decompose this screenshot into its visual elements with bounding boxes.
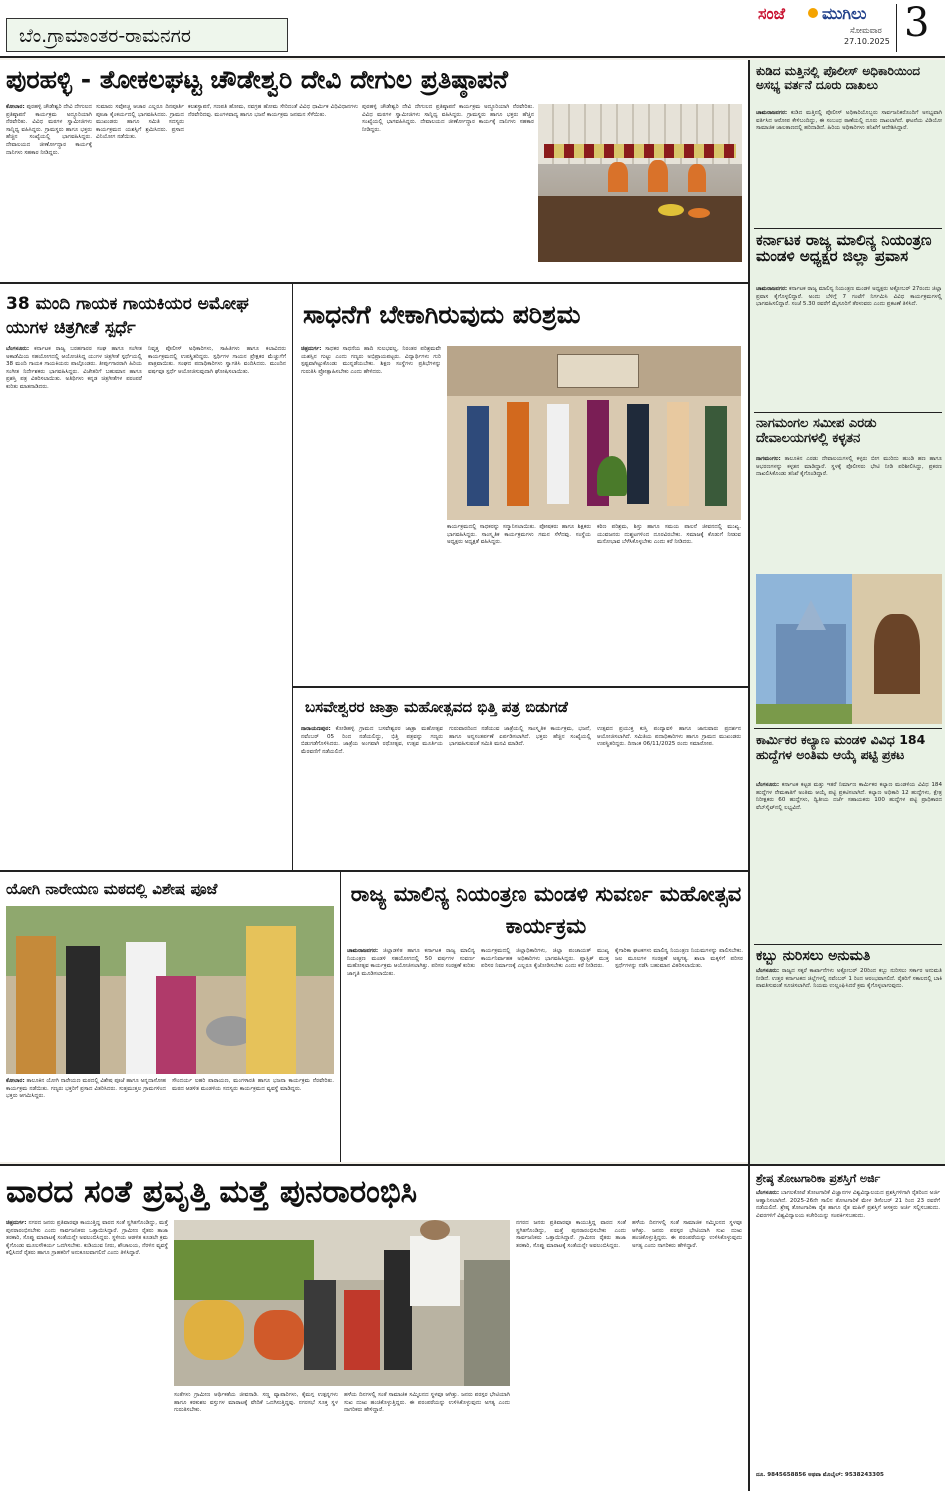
headline: ರಾಜ್ಯ ಮಾಲಿನ್ಯ ನಿಯಂತ್ರಣ ಮಂಡಳಿ ಸುವರ್ಣ ಮಹೋತ್ಸವ ಕಾರ್ಯಕ್ರಮ <box>350 882 742 938</box>
body-text: ಬಾಗಲಕೋಟೆ ತೋಟಗಾರಿಕೆ ವಿಜ್ಞಾನಗಳ ವಿಶ್ವವಿದ್ಯಾಲಯದ ಪ್ರಶಸ್ತಿಗಳಿಗಾಗಿ ರೈತರಿಂದ ಅರ್ಜಿ ಆಹ್ವಾನಿಸಲಾಗಿದೆ. 2025-26ನೇ ಸಾಲಿನ ತೋಟಗಾರಿಕೆ ಮೇಳ ಡಿಸೆಂಬರ್ 21 ರಿಂದ 23 ರವರೆಗೆ ನಡೆಯಲಿದೆ. ಶ್ರೇಷ್ಠ ತೋಟಗಾರಿಕಾ ರೈತ ಹಾಗೂ ರೈತ ಮಹಿಳೆ ಪ್ರಶಸ್ತಿಗೆ ಆಸಕ್ತರು ಅರ್ಜಿ ಸಲ್ಲಿಸಬಹುದು. ವಿವರಗಳಿಗೆ ವಿಶ್ವವಿದ್ಯಾಲಯ ಕಚೇರಿಯನ್ನು ಸಂಪರ್ಕಿಸಬಹುದು. <box>756 1190 940 1219</box>
body-text: ಪುರಹಳ್ಳಿ ಚೌಡೇಶ್ವರಿ ದೇವಿ ದೇಗುಲದ ಪ್ರತಿಷ್ಠಾಪನೆ ಕಾರ್ಯಕ್ರಮ ಅದ್ಧೂರಿಯಾಗಿ ನೆರವೇರಿತು. ವಿವಿಧ ಮಠಗಳ ಸ್ವಾಮೀಜಿಗಳು ಸಾನ್ನಿಧ್ಯ ವಹಿಸಿದ್ದರು. ಗ್ರಾಮಸ್ಥರು ಹಾಗೂ ಭಕ್ತರು ಹೆಚ್ಚಿನ ಸಂಖ್ಯೆಯಲ್ಲಿ ಭಾಗವಹಿಸಿದ್ದರು. ದೇವಾಲಯದ ಜೀರ್ಣೋದ್ಧಾರ ಕಾರ್ಯಕ್ಕೆ ದಾನಿಗಳು ಸಹಕಾರ ನೀಡಿದ್ದರು. <box>6 104 92 156</box>
paper-name-primary: ಸಂಜೆ <box>758 4 785 23</box>
dateline: ಚಾಮರಾಜನಗರ: <box>756 286 788 292</box>
article-column: ಗುರುವಾರದಿಂದ ನಡೆಯುವ ಜಾತ್ರೆಯಲ್ಲಿ ಸಾಂಸ್ಕೃತಿಕ ಕಾರ್ಯಕ್ರಮ, ಭಜನೆ, ಹಾಗೂ ಅನ್ನಸಂತರ್ಪಣೆ ಏರ್ಪಡಿಸಲಾಗಿದೆ. ಭಕ್ತರು ಹೆಚ್ಚಿನ ಸಂಖ್ಯೆಯಲ್ಲಿ ಭಾಗವಹಿಸುವಂತೆ ಸಮಿತಿ ಮನವಿ ಮಾಡಿದೆ. <box>449 726 591 748</box>
article-column: ಸಂತೆಗಳು ಗ್ರಾಮೀಣ ಆರ್ಥಿಕತೆಯ ಜೀವನಾಡಿ. ಸಣ್ಣ ವ್ಯಾಪಾರಿಗಳು, ಕೈಮಗ್ಗ ಉತ್ಪನ್ನಗಳು ಹಾಗೂ ಕರಕುಶಲ ವಸ್ತುಗಳ ಮಾರಾಟಕ್ಕೆ ವೇದಿಕೆ ಒದಗಿಸುತ್ತಿದ್ದವು. ನಗರಸಭೆ ಸೂಕ್ತ ಸ್ಥಳ ಗುರುತಿಸಬೇಕು. <box>174 1392 338 1414</box>
article-column: ಕಠಿಣ ಪರಿಶ್ರಮ, ಶಿಸ್ತು ಹಾಗೂ ಸಮಯ ಪಾಲನೆ ಜೀವನದಲ್ಲಿ ಮುಖ್ಯ. ಯುವಜನರು ದುಶ್ಚಟಗಳಿಂದ ದೂರವಿರಬೇಕು. ಸಮಾಜಕ್ಕೆ ಕೊಡುಗೆ ನೀಡುವ ಮನೋಭಾವ ಬೆಳೆಸಿಕೊಳ್ಳಬೇಕು ಎಂದು ಕರೆ ನೀಡಿದರು. <box>597 524 741 546</box>
temple-event-photo <box>538 104 742 262</box>
article-column <box>6 104 92 276</box>
sidebar-headline: ಕರ್ನಾಟಕ ರಾಜ್ಯ ಮಾಲಿನ್ಯ ನಿಯಂತ್ರಣ ಮಂಡಳಿ ಅಧ್ಯಕ್ಷರ ಜಿಲ್ಲಾ ಪ್ರವಾಸ <box>756 231 932 265</box>
masthead-divider <box>896 4 897 52</box>
article-column: ಸೌಂದರ್ಯ ಲಹರಿ ಪಾರಾಯಣ, ಮಂಗಳಾರತಿ ಹಾಗೂ ಭಜನಾ ಕಾರ್ಯಕ್ರಮ ನೆರವೇರಿತು. ಮಠದ ಆಡಳಿತ ಮಂಡಳಿಯ ಸದಸ್ಯರು ಕಾರ್ಯಕ್ರಮದ ವ್ಯವಸ್ಥೆ ಮಾಡಿದ್ದರು. <box>172 1078 334 1092</box>
body-text: ಕರ್ನಾಟಕ ಕಟ್ಟಡ ಮತ್ತು ಇತರೆ ನಿರ್ಮಾಣ ಕಾರ್ಮಿಕರ ಕಲ್ಯಾಣ ಮಂಡಳಿಯ ವಿವಿಧ 184 ಹುದ್ದೆಗಳ ನೇಮಕಾತಿಗೆ ಅಂತಿಮ ಆಯ್ಕೆ ಪಟ್ಟಿ ಪ್ರಕಟಿಸಲಾಗಿದೆ. ಕಲ್ಯಾಣ ಅಧಿಕಾರಿ 12 ಹುದ್ದೆಗಳು, ಕ್ಷೇತ್ರ ನಿರೀಕ್ಷಕರು 60 ಹುದ್ದೆಗಳು, ದ್ವಿತೀಯ ದರ್ಜೆ ಸಹಾಯಕರು 100 ಹುದ್ದೆಗಳ ಪಟ್ಟಿ ಪ್ರಾಧಿಕಾರದ ವೆಬ್‌ಸೈಟ್‌ನಲ್ಲಿ ಲಭ್ಯವಿದೆ. <box>756 782 943 811</box>
article-column: ಕಾರ್ಯಕ್ರಮದಲ್ಲಿ ಜಿಲ್ಲಾಧಿಕಾರಿಗಳು, ಜಿಲ್ಲಾ ಪಂಚಾಯತ್ ಮುಖ್ಯ ಕಾರ್ಯನಿರ್ವಾಹಕ ಅಧಿಕಾರಿಗಳು ಭಾಗವಹಿಸಿದ್ದರು. ಪ್ಲಾಸ್ಟಿಕ್ ಮುಕ್ತ ಪರಿಸರ ನಿರ್ಮಾಣಕ್ಕೆ ಎಲ್ಲರೂ ಕೈಜೋಡಿಸಬೇಕು ಎಂದು ಕರೆ ನೀಡಿದರು. <box>481 948 609 970</box>
body-text: ಕರ್ನಾಟಕ ರಾಜ್ಯ ಬರಹಗಾರರ ಸಂಘ ಹಾಗೂ ಸಂಗೀತ ಅಕಾಡೆಮಿಯ ಸಹಯೋಗದಲ್ಲಿ ಆಯೋಜಿಸಿದ್ದ ಯುಗಳ ಚಿತ್ರಗೀತೆ ಸ್ಪರ್ಧೆಯಲ್ಲಿ 38 ಮಂದಿ ಗಾಯಕ ಗಾಯಕಿಯರು ಪಾಲ್ಗೊಂಡರು. ತೀರ್ಪುಗಾರರಾಗಿ ಹಿರಿಯ ಸಂಗೀತ ನಿರ್ದೇಶಕರು ಭಾಗವಹಿಸಿದ್ದರು. ವಿಜೇತರಿಗೆ ಬಹುಮಾನ ಹಾಗೂ ಪ್ರಶಸ್ತಿ ಪತ್ರ ವಿತರಿಸಲಾಯಿತು. ಅತಿಥಿಗಳು ಕನ್ನಡ ಚಿತ್ರಗೀತೆಗಳ ಪರಂಪರೆ ಕುರಿತು ಮಾತನಾಡಿದರು. <box>6 346 142 390</box>
pooja-photo <box>6 906 334 1074</box>
article-column: ಕಲಶಸ್ಥಾಪನೆ, ಗಣಪತಿ ಹೋಮ, ನವಗ್ರಹ ಹೋಮ ಸೇರಿದಂತೆ ವಿವಿಧ ಧಾರ್ಮಿಕ ವಿಧಿವಿಧಾನಗಳು ನೆರವೇರಿದವು. ಮಂಗಳವಾದ್ಯ ಹಾಗೂ ಭಜನೆ ಕಾರ್ಯಕ್ರಮ ಜನಮನ ಸೆಳೆಯಿತು. <box>188 104 358 118</box>
article-special-pooja <box>0 872 340 1162</box>
body-text: ತಾಲೂಕಿನ ಯೋಗಿ ನಾರೇಯಣ ಮಠದಲ್ಲಿ ವಿಶೇಷ ಪೂಜೆ ಹಾಗೂ ಅನ್ನದಾಸೋಹ ಕಾರ್ಯಕ್ರಮ ನಡೆಯಿತು. ಗಣ್ಯರು ಭಕ್ತರಿಗೆ ಪ್ರಸಾದ ವಿತರಿಸಿದರು. ಸುತ್ತಮುತ್ತಲ ಗ್ರಾಮಗಳಿಂದ ಭಕ್ತರು ಆಗಮಿಸಿದ್ದರು. <box>6 1078 166 1100</box>
body-text: ನಗರದ ಜನರು ಪ್ರತಿವಾರವೂ ಕಾಯುತ್ತಿದ್ದ ವಾರದ ಸಂತೆ ಸ್ಥಗಿತಗೊಂಡಿದ್ದು, ಮತ್ತೆ ಪುನರಾರಂಭಿಸಬೇಕು ಎಂದು ಸಾರ್ವಜನಿಕರು ಒತ್ತಾಯಿಸಿದ್ದಾರೆ. ಗ್ರಾಮೀಣ ರೈತರು ತಾಜಾ ತರಕಾರಿ, ಸೊಪ್ಪು ಮಾರಾಟಕ್ಕೆ ಸಂತೆಯನ್ನೇ ಅವಲಂಬಿಸಿದ್ದರು. <box>6 1220 168 1242</box>
divider <box>754 228 942 229</box>
dateline: ಬೆಂಗಳೂರು: <box>756 782 780 788</box>
article-column: ಕಾರ್ಯಕ್ರಮದಲ್ಲಿ ಸಾಧಕರನ್ನು ಸನ್ಮಾನಿಸಲಾಯಿತು. ಪೋಷಕರು ಹಾಗೂ ಶಿಕ್ಷಕರು ಭಾಗವಹಿಸಿದ್ದರು. ಸಾಂಸ್ಕೃತಿಕ ಕಾರ್ಯಕ್ರಮಗಳು ಗಮನ ಸೆಳೆದವು. ಸಂಸ್ಥೆಯ ಅಧ್ಯಕ್ಷರು ಅಧ್ಯಕ್ಷತೆ ವಹಿಸಿದ್ದರು. <box>447 524 591 546</box>
dateline: ಚಿತ್ರದುರ್ಗ: <box>301 346 322 352</box>
sidebar-body <box>756 110 942 222</box>
divider <box>754 944 942 945</box>
article-perseverance <box>293 284 748 686</box>
article-jatra-poster <box>293 688 748 870</box>
article-column <box>347 948 475 1158</box>
sun-logo-icon <box>808 8 818 18</box>
body-text: ಸ್ಥಳೀಯ ಆಡಳಿತ ಕೂಡಲೇ ಕ್ರಮ ಕೈಗೊಂಡು ಮೂಲಸೌಕರ್ಯ ಒದಗಿಸಬೇಕು. ಕುಡಿಯುವ ನೀರು, ಶೌಚಾಲಯ, ನೆರಳಿನ ವ್ಯವಸ್ಥೆ ಕಲ್ಪಿಸಿದರೆ ರೈತರು ಹಾಗೂ ಗ್ರಾಹಕರಿಗೆ ಅನುಕೂಲವಾಗಲಿದೆ ಎಂದು ತಿಳಿಸಿದ್ದಾರೆ. <box>6 1235 169 1257</box>
felicitation-photo <box>447 346 741 520</box>
article-horticulture-award <box>750 1166 945 1491</box>
article-column <box>6 1078 166 1158</box>
dateline: ಚಾಮರಾಜನಗರ: <box>756 110 788 116</box>
temple-photo <box>756 574 942 724</box>
dateline: ಕೋಲಾರ: <box>6 1078 25 1084</box>
issue-date: 27.10.2025 <box>844 37 890 46</box>
article-column <box>6 1220 168 1486</box>
article-column: ಹಳೆಯ ದಿನಗಳಲ್ಲಿ ಸಂತೆ ಸಾಮಾಜಿಕ ಸಮ್ಮಿಲನದ ಸ್ಥಳವೂ ಆಗಿತ್ತು. ಜನರು ಪರಸ್ಪರ ಭೇಟಿಯಾಗಿ ಸುಖ ದುಃಖ ಹಂಚಿಕೊಳ್ಳುತ್ತಿದ್ದರು. ಈ ಪರಂಪರೆಯನ್ನು ಉಳಿಸಿಕೊಳ್ಳುವುದು ಅಗತ್ಯ ಎಂದು ನಾಗರಿಕರು ಹೇಳಿದ್ದಾರೆ. <box>632 1220 742 1249</box>
sidebar-headline: ಕುಡಿದ ಮತ್ತಿನಲ್ಲಿ ಪೊಲೀಸ್ ಅಧಿಕಾರಿಯಿಂದ ಅಸಭ್ಯ ವರ್ತನೆ ದೂರು ದಾಖಲು <box>756 64 920 92</box>
body-text: ಜಿಲ್ಲಾಡಳಿತ ಹಾಗೂ ಕರ್ನಾಟಕ ರಾಜ್ಯ ಮಾಲಿನ್ಯ ನಿಯಂತ್ರಣ ಮಂಡಳಿ ಸಹಯೋಗದಲ್ಲಿ 50 ವರ್ಷಗಳ ಸುವರ್ಣ ಮಹೋತ್ಸವ ಕಾರ್ಯಕ್ರಮ ಆಯೋಜಿಸಲಾಗಿತ್ತು. ಪರಿಸರ ಸಂರಕ್ಷಣೆ ಕುರಿತು ಜಾಗೃತಿ ಮೂಡಿಸಲಾಯಿತು. <box>347 948 475 977</box>
body-text: ಕರ್ನಾಟಕ ರಾಜ್ಯ ಮಾಲಿನ್ಯ ನಿಯಂತ್ರಣ ಮಂಡಳಿ ಅಧ್ಯಕ್ಷರು ಅಕ್ಟೋಬರ್ 27ರಂದು ಜಿಲ್ಲಾ ಪ್ರವಾಸ ಕೈಗೊಳ್ಳಲಿದ್ದಾರೆ. ಅಂದು ಬೆಳಿಗ್ಗೆ 7 ಗಂಟೆಗೆ ನಿರ್ಗಮಿಸಿ ವಿವಿಧ ಕಾರ್ಯಕ್ರಮಗಳಲ್ಲಿ ಭಾಗವಹಿಸಲಿದ್ದಾರೆ. ಸಂಜೆ 5.30 ರವರೆಗೆ ಮೈಸೂರಿಗೆ ತೆರಳುವರು ಎಂದು ಪ್ರಕಟಣೆ ತಿಳಿಸಿದೆ. <box>756 286 942 308</box>
dateline: ಚಾಮರಾಜನಗರ: <box>347 948 379 954</box>
sidebar-headline: ಕಾರ್ಮಿಕರ ಕಲ್ಯಾಣ ಮಂಡಳಿ ವಿವಿಧ 184 ಹುದ್ದೆಗಳ ಅಂತಿಮ ಆಯ್ಕೆ ಪಟ್ಟಿ ಪ್ರಕಟ <box>756 732 926 762</box>
section-band <box>0 0 298 58</box>
headline: ವಾರದ ಸಂತೆ ಪ್ರವೃತ್ತಿ ಮತ್ತೆ ಪುನರಾರಂಭಿಸಿ <box>6 1174 418 1210</box>
sidebar-body <box>756 456 942 572</box>
article-weekly-market <box>0 1166 748 1491</box>
sidebar-headline: ಕಬ್ಬು ನುರಿಸಲು ಅನುಮತಿ <box>756 948 871 964</box>
dateline: ಚಿತ್ರದುರ್ಗ: <box>6 1220 27 1226</box>
article-column: ನಿವೃತ್ತ ಪೊಲೀಸ್ ಅಧಿಕಾರಿಗಳು, ಸಾಹಿತಿಗಳು ಹಾಗೂ ಕಲಾವಿದರು ಕಾರ್ಯಕ್ರಮದಲ್ಲಿ ಉಪಸ್ಥಿತರಿದ್ದರು. ಸ್ಪರ್ಧಿಗಳ ಗಾಯನ ಪ್ರೇಕ್ಷಕರ ಮೆಚ್ಚುಗೆಗೆ ಪಾತ್ರವಾಯಿತು. ಸಂಘದ ಪದಾಧಿಕಾರಿಗಳು ಸ್ವಾಗತಿಸಿ ವಂದಿಸಿದರು. ಮುಂದಿನ ವರ್ಷವೂ ಸ್ಪರ್ಧೆ ಆಯೋಜಿಸುವುದಾಗಿ ಘೋಷಿಸಲಾಯಿತು. <box>148 346 286 375</box>
dateline: ಬೆಂಗಳೂರು: <box>756 968 780 974</box>
article-pollution-board-jubilee <box>341 872 748 1162</box>
market-photo <box>174 1220 510 1386</box>
article-column: ಕೈಗಾರಿಕಾ ಘಟಕಗಳು ಮಾಲಿನ್ಯ ನಿಯಂತ್ರಣ ನಿಯಮಗಳನ್ನು ಪಾಲಿಸಬೇಕು. ಜಲ ಮೂಲಗಳ ಸಂರಕ್ಷಣೆ ಅತ್ಯಗತ್ಯ. ಶಾಲಾ ಮಕ್ಕಳಿಗೆ ಪರಿಸರ ಸ್ಪರ್ಧೆಗಳನ್ನು ನಡೆಸಿ ಬಹುಮಾನ ವಿತರಿಸಲಾಯಿತು. <box>615 948 743 970</box>
body-text: ಸಾಧಕರ ಸಾಧನೆಯ ಹಾದಿ ಸುಲಭವಲ್ಲ, ನಿರಂತರ ಪರಿಶ್ರಮವೇ ಯಶಸ್ಸಿನ ಗುಟ್ಟು ಎಂದು ಗಣ್ಯರು ಅಭಿಪ್ರಾಯಪಟ್ಟರು. ವಿದ್ಯಾರ್ಥಿಗಳು ಗುರಿ ಸ್ಪಷ್ಟವಾಗಿಟ್ಟುಕೊಂಡು ಮುನ್ನಡೆಯಬೇಕು. ಶಿಕ್ಷಣ ಸಂಸ್ಥೆಗಳು ಪ್ರತಿಭೆಗಳನ್ನು ಗುರುತಿಸಿ ಪ್ರೋತ್ಸಾಹಿಸಬೇಕು ಎಂದು ಹೇಳಿದರು. <box>301 346 441 375</box>
sidebar-body <box>756 968 942 1158</box>
dateline: ಬೆಂಗಳೂರು: <box>6 346 30 352</box>
dateline: ನಾಗಮಂಗಲ: <box>756 456 781 462</box>
paper-name-secondary: ಮುಗಿಲು <box>822 4 867 23</box>
article-singing-contest <box>0 284 292 870</box>
article-column <box>756 1190 940 1470</box>
headline: ಪುರಹಳ್ಳಿ - ತೋಕಲಘಟ್ಟ ಚೌಡೇಶ್ವರಿ ದೇವಿ ದೇಗುಲ ಪ್ರತಿಷ್ಠಾಪನೆ <box>6 65 508 94</box>
divider <box>754 412 942 413</box>
masthead <box>748 0 945 58</box>
article-column: ನಗರದ ಜನರು ಪ್ರತಿವಾರವೂ ಕಾಯುತ್ತಿದ್ದ ವಾರದ ಸಂತೆ ಸ್ಥಗಿತಗೊಂಡಿದ್ದು, ಮತ್ತೆ ಪುನರಾರಂಭಿಸಬೇಕು ಎಂದು ಸಾರ್ವಜನಿಕರು ಒತ್ತಾಯಿಸಿದ್ದಾರೆ. ಗ್ರಾಮೀಣ ರೈತರು ತಾಜಾ ತರಕಾರಿ, ಸೊಪ್ಪು ಮಾರಾಟಕ್ಕೆ ಸಂತೆಯನ್ನೇ ಅವಲಂಬಿಸಿದ್ದರು. <box>516 1220 626 1249</box>
section-box <box>6 18 288 52</box>
article-column: ಸುಮಾರು ಸವೋಚ್ಚ ಆಚಾರ ಎಲ್ಲರೂ ದಿನಪೂರ್ತಿ ಪೂಜಾ ಕೈಂಕರ್ಯದಲ್ಲಿ ಭಾಗವಹಿಸಿದರು. ಗ್ರಾಮದ ಮುಖಂಡರು ಹಾಗೂ ಸಮಿತಿ ಸದಸ್ಯರು ಕಾರ್ಯಕ್ರಮದ ಯಶಸ್ಸಿಗೆ ಶ್ರಮಿಸಿದರು. ಪ್ರಸಾದ ವಿನಿಯೋಗ ನಡೆಯಿತು. <box>96 104 184 141</box>
dateline: ಕೋಲಾರ: <box>6 104 25 110</box>
issue-day: ಸೋಮವಾರ <box>850 26 882 35</box>
dateline: ಬೆಂಗಳೂರು: <box>756 1190 780 1196</box>
headline: ಸಾಧನೆಗೆ ಬೇಕಾಗಿರುವುದು ಪರಿಶ್ರಮ <box>303 300 581 329</box>
body-text: ತಾಲೂಕಿನ ಎರಡು ದೇವಾಲಯಗಳಲ್ಲಿ ಕಳ್ಳರು ಬೀಗ ಮುರಿದು ಹುಂಡಿ ಹಣ ಹಾಗೂ ಆಭರಣಗಳನ್ನು ಕಳ್ಳತನ ಮಾಡಿದ್ದಾರೆ. ಸ್ಥಳಕ್ಕೆ ಪೊಲೀಸರು ಭೇಟಿ ನೀಡಿ ಪರಿಶೀಲಿಸಿದ್ದು, ಪ್ರಕರಣ ದಾಖಲಿಸಿಕೊಂಡು ತನಿಖೆ ಕೈಗೊಂಡಿದ್ದಾರೆ. <box>756 456 942 478</box>
article-column: ಉತ್ಸವದ ಪ್ರಯುಕ್ತ ಕುಸ್ತಿ ಪಂದ್ಯಾವಳಿ ಹಾಗೂ ಜಾನುವಾರು ಪ್ರದರ್ಶನ ಆಯೋಜಿಸಲಾಗಿದೆ. ಸಮಿತಿಯ ಪದಾಧಿಕಾರಿಗಳು ಹಾಗೂ ಗ್ರಾಮದ ಮುಖಂಡರು ಉಪಸ್ಥಿತರಿದ್ದರು. ದಿನಾಂಕ 06/11/2025 ರಂದು ಸಮಾರೋಪ. <box>597 726 741 748</box>
masthead-gap <box>298 0 748 58</box>
page-number: 3 <box>904 0 930 46</box>
article-temple-consecration <box>0 60 748 282</box>
article-column <box>6 346 142 866</box>
sidebar-headline: ನಾಗಮಂಗಲ ಸಮೀಪ ಎರಡು ದೇವಾಲಯಗಳಲ್ಲಿ ಕಳ್ಳತನ <box>756 416 877 446</box>
body-text: ಕುಡಿದ ಮತ್ತಿನಲ್ಲಿ ಪೊಲೀಸ್ ಅಧಿಕಾರಿಯೊಬ್ಬರು ಸಾರ್ವಜನಿಕರೊಂದಿಗೆ ಅಸಭ್ಯವಾಗಿ ವರ್ತಿಸಿದ ಆರೋಪ ಕೇಳಿಬಂದಿದ್ದು, ಈ ಸಂಬಂಧ ಠಾಣೆಯಲ್ಲಿ ದೂರು ದಾಖಲಾಗಿದೆ. ಘಟನೆಯ ವಿಡಿಯೋ ಸಾಮಾಜಿಕ ಜಾಲತಾಣದಲ್ಲಿ ಹರಿದಾಡಿದೆ. ಹಿರಿಯ ಅಧಿಕಾರಿಗಳು ತನಿಖೆಗೆ ಆದೇಶಿಸಿದ್ದಾರೆ. <box>756 110 942 132</box>
article-column <box>301 346 441 682</box>
headline: ಶ್ರೇಷ್ಠ ತೋಟಗಾರಿಕಾ ಪ್ರಶಸ್ತಿಗೆ ಅರ್ಜಿ <box>756 1172 881 1185</box>
article-column: ಪುರಹಳ್ಳಿ ಚೌಡೇಶ್ವರಿ ದೇವಿ ದೇಗುಲದ ಪ್ರತಿಷ್ಠಾಪನೆ ಕಾರ್ಯಕ್ರಮ ಅದ್ಧೂರಿಯಾಗಿ ನೆರವೇರಿತು. ವಿವಿಧ ಮಠಗಳ ಸ್ವಾಮೀಜಿಗಳು ಸಾನ್ನಿಧ್ಯ ವಹಿಸಿದ್ದರು. ಗ್ರಾಮಸ್ಥರು ಹಾಗೂ ಭಕ್ತರು ಹೆಚ್ಚಿನ ಸಂಖ್ಯೆಯಲ್ಲಿ ಭಾಗವಹಿಸಿದ್ದರು. ದೇವಾಲಯದ ಜೀರ್ಣೋದ್ಧಾರ ಕಾರ್ಯಕ್ಕೆ ದಾನಿಗಳು ಸಹಕಾರ ನೀಡಿದ್ದರು. <box>362 104 534 133</box>
headline: ಬಸವೇಶ್ವರರ ಜಾತ್ರಾ ಮಹೋತ್ಸವದ ಭಿತ್ತಿ ಪತ್ರ ಬಿಡುಗಡೆ <box>305 698 568 716</box>
contact-line: ದೂ. 9845658856 ಅಥವಾ ಮೊಬೈಲ್: 9538243305 <box>756 1472 884 1478</box>
article-column <box>301 726 443 866</box>
body-text: ಕೋಡಿಹಳ್ಳಿ ಗ್ರಾಮದ ಬಸವೇಶ್ವರರ ಜಾತ್ರಾ ಮಹೋತ್ಸವ ನವೆಂಬರ್ 05 ರಿಂದ ನಡೆಯಲಿದ್ದು, ಭಿತ್ತಿ ಪತ್ರವನ್ನು ಗಣ್ಯರು ಬಿಡುಗಡೆಗೊಳಿಸಿದರು. ಜಾತ್ರೆಯ ಅಂಗವಾಗಿ ರಥೋತ್ಸವ, ಉತ್ಸವ ಮೂರ್ತಿಯ ಮೆರವಣಿಗೆ ನಡೆಯಲಿದೆ. <box>301 726 444 755</box>
section-title: ಬೆಂ.ಗ್ರಾಮಾಂತರ-ರಾಮನಗರ <box>19 25 191 47</box>
body-text: ರಾಜ್ಯದ ಸಕ್ಕರೆ ಕಾರ್ಖಾನೆಗಳು ಅಕ್ಟೋಬರ್ 20ರಿಂದ ಕಬ್ಬು ನುರಿಸಲು ಸರ್ಕಾರ ಅನುಮತಿ ನೀಡಿದೆ. ಉತ್ತರ ಕರ್ನಾಟಕದ ಜಿಲ್ಲೆಗಳಲ್ಲಿ ನವೆಂಬರ್ 1 ರಿಂದ ಆರಂಭವಾಗಲಿದೆ. ರೈತರಿಗೆ ಸಕಾಲದಲ್ಲಿ ಬಾಕಿ ಪಾವತಿಸುವಂತೆ ಸೂಚಿಸಲಾಗಿದೆ. ನಿಯಮ ಉಲ್ಲಂಘಿಸಿದರೆ ಕ್ರಮ ಕೈಗೊಳ್ಳಲಾಗುವುದು. <box>756 968 943 990</box>
sidebar-body <box>756 286 942 410</box>
headline: 38 ಮಂದಿ ಗಾಯಕ ಗಾಯಕಿಯರ ಅಮೋಘ ಯುಗಳ ಚಿತ್ರಗೀತೆ ಸ್ಪರ್ಧೆ <box>6 294 249 338</box>
dateline: ನಾರಾಯಣಪುರ: <box>301 726 331 732</box>
sidebar-body <box>756 782 942 940</box>
headline: ಯೋಗಿ ನಾರೇಯಣ ಮಠದಲ್ಲಿ ವಿಶೇಷ ಪೂಜೆ <box>6 880 218 898</box>
sidebar <box>748 60 945 1165</box>
divider <box>754 728 942 729</box>
article-column: ಹಳೆಯ ದಿನಗಳಲ್ಲಿ ಸಂತೆ ಸಾಮಾಜಿಕ ಸಮ್ಮಿಲನದ ಸ್ಥಳವೂ ಆಗಿತ್ತು. ಜನರು ಪರಸ್ಪರ ಭೇಟಿಯಾಗಿ ಸುಖ ದುಃಖ ಹಂಚಿಕೊಳ್ಳುತ್ತಿದ್ದರು. ಈ ಪರಂಪರೆಯನ್ನು ಉಳಿಸಿಕೊಳ್ಳುವುದು ಅಗತ್ಯ ಎಂದು ನಾಗರಿಕರು ಹೇಳಿದ್ದಾರೆ. <box>344 1392 510 1414</box>
